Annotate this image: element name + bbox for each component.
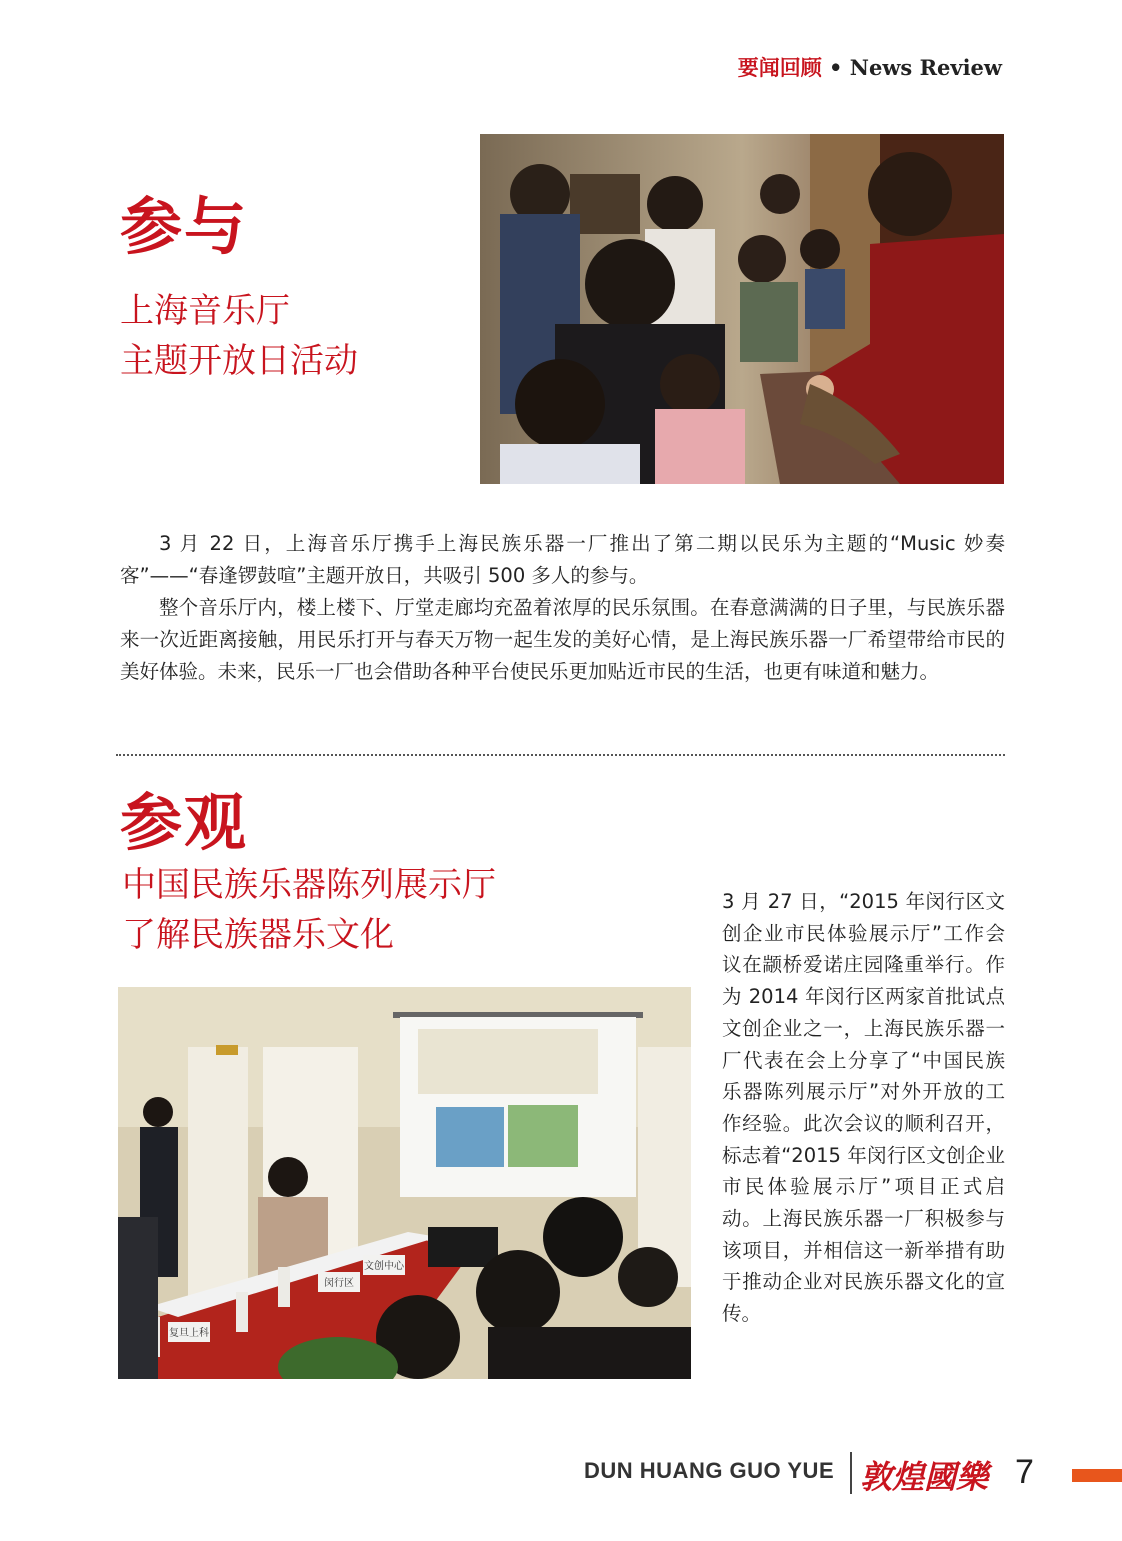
workshop-photo (480, 134, 1004, 484)
section-divider (116, 754, 1005, 756)
article2-body: 3 月 27 日，“2015 年闵行区文创企业市民体验展示厅”工作会议在颛桥爱诺庄园隆重举行。作为 2014 年闵行区两家首批试点文创企业之一，上海民族乐器一厂代表在会上分享了“中国民族乐器陈列展示厅”对外开放的工作经验。此次会议的顺利召开，标志着“2015 年闵行区文创企业市民体验展示厅”项目正式启动。上海民族乐器一厂积极参与该项目，并相信这一新举措有助于推动企业对民族乐器文化的宣传。 (722, 890, 1005, 1326)
meeting-photo (118, 987, 691, 1379)
footer-brand: DUN HUANG GUO YUE (584, 1458, 835, 1483)
article1-paragraph: 整个音乐厅内，楼上楼下、厅堂走廊均充盈着浓厚的民乐氛围。在春意满满的日子里，与民族乐器来一次近距离接触，用民乐打开与春天万物一起生发的美好心情，是上海民族乐器一厂希望带给市民的美好体验。未来，民乐一厂也会借助各种平台使民乐更加贴近市民的生活，也更有味道和魅力。 (120, 596, 1005, 683)
name-card-text: 闵行区 (324, 1278, 354, 1289)
article1-subtitle-line: 上海音乐厅 (120, 291, 290, 331)
article2-subtitle-line: 中国民族乐器陈列展示厅 (122, 865, 496, 905)
article1-title: 参与 (120, 190, 249, 263)
section-header (738, 52, 1002, 82)
article1-subtitle (120, 286, 358, 386)
article2-title: 参观 (120, 786, 249, 859)
name-card-text: 文创中心 (364, 1261, 404, 1272)
footer-accent-bar (1072, 1469, 1122, 1482)
article1-body (120, 528, 1005, 688)
article2-subtitle-line: 了解民族器乐文化 (122, 915, 394, 955)
article1-paragraph: 3 月 22 日，上海音乐厅携手上海民族乐器一厂推出了第二期以民乐为主题的“Music 妙奏客”——“春逢锣鼓喧”主题开放日，共吸引 500 多人的参与。 (120, 532, 1005, 587)
page-number: 7 (1015, 1453, 1034, 1491)
article1-subtitle-line: 主题开放日活动 (120, 341, 358, 381)
header-bullet: • (829, 55, 843, 80)
brand-logo: 敦煌國樂 (860, 1458, 989, 1496)
footer-separator (850, 1452, 852, 1494)
section-label-zh: 要闻回顾 (737, 55, 822, 80)
name-card-text: 复旦上科 (169, 1328, 209, 1339)
article2-subtitle (122, 860, 496, 960)
section-label-en: News Review (849, 55, 1002, 80)
